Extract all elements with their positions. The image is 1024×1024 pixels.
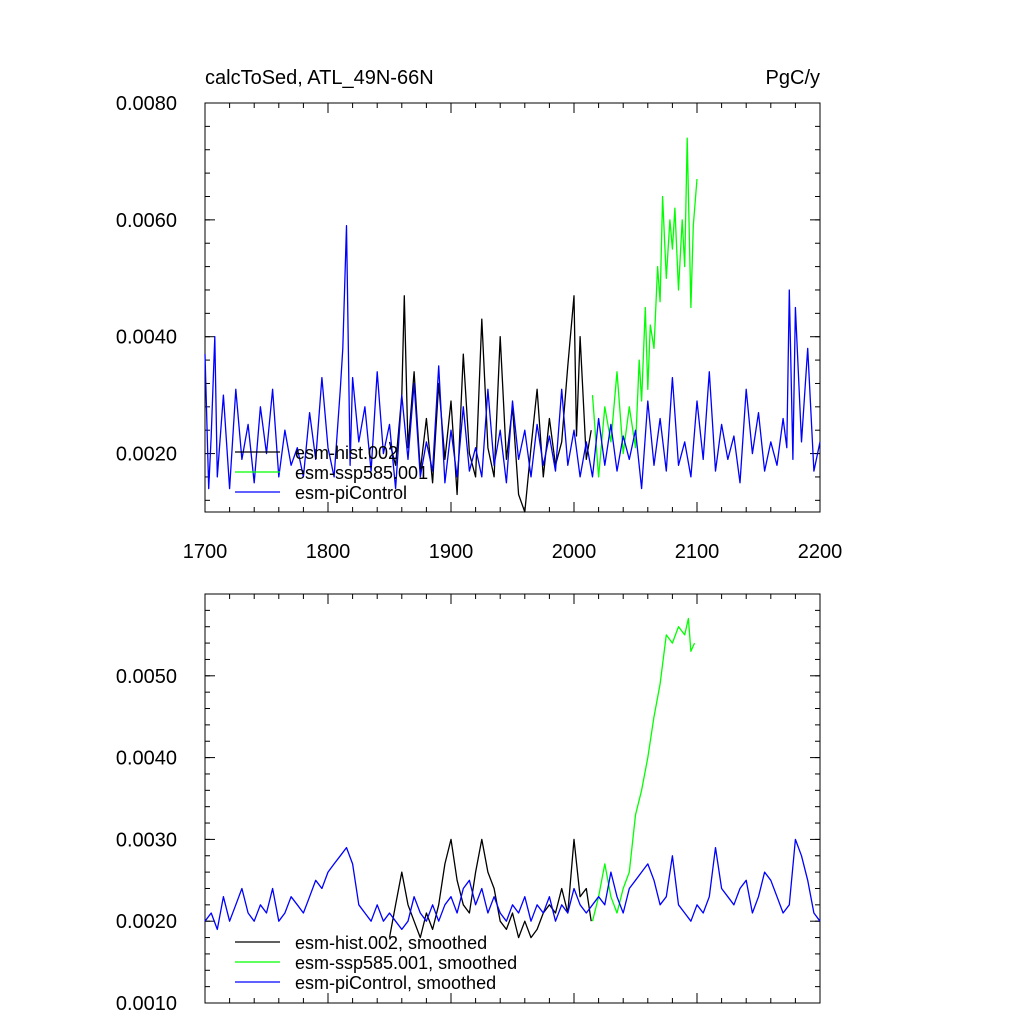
top-x-tick-label: 1700 [182, 541, 228, 563]
bottom-y-tick-label: 0.0030 [115, 829, 177, 852]
bottom-legend-label-1: esm-hist.002, smoothed [295, 933, 488, 953]
bottom-y-tick-label: 0.0010 [115, 993, 177, 1015]
top-chart-units: PgC/y [765, 67, 820, 89]
bottom-series-line-2 [593, 619, 695, 922]
top-legend-label-3: esm-piControl [295, 483, 408, 503]
top-chart-title: calcToSed, ATL_49N-66N [205, 67, 434, 89]
top-y-tick-label: 0.0040 [115, 326, 177, 349]
top-y-tick-label: 0.0020 [115, 443, 177, 466]
bottom-y-tick-label: 0.0040 [115, 747, 177, 770]
bottom-chart-panel [116, 594, 820, 1015]
top-y-tick-label: 0.0060 [115, 209, 177, 232]
top-legend-label-2: esm-ssp585.001 [295, 463, 429, 483]
top-legend-label-1: esm-hist.002 [295, 443, 399, 463]
top-chart-panel [116, 93, 842, 563]
top-y-tick-label: 0.0080 [115, 93, 177, 115]
top-x-tick-label: 2200 [797, 541, 843, 563]
bottom-y-tick-label: 0.0020 [115, 911, 177, 934]
bottom-legend-label-2: esm-ssp585.001, smoothed [295, 953, 518, 973]
top-x-tick-label: 1800 [305, 541, 351, 563]
top-x-tick-label: 2100 [674, 541, 720, 563]
bottom-y-tick-label: 0.0050 [115, 665, 177, 688]
bottom-series-line-3 [205, 839, 820, 929]
top-series-line-2 [593, 138, 698, 477]
top-x-tick-label: 1900 [428, 541, 474, 563]
bottom-legend-label-3: esm-piControl, smoothed [295, 973, 497, 993]
bottom-series-line-1 [390, 839, 592, 937]
top-x-tick-label: 2000 [551, 541, 597, 563]
